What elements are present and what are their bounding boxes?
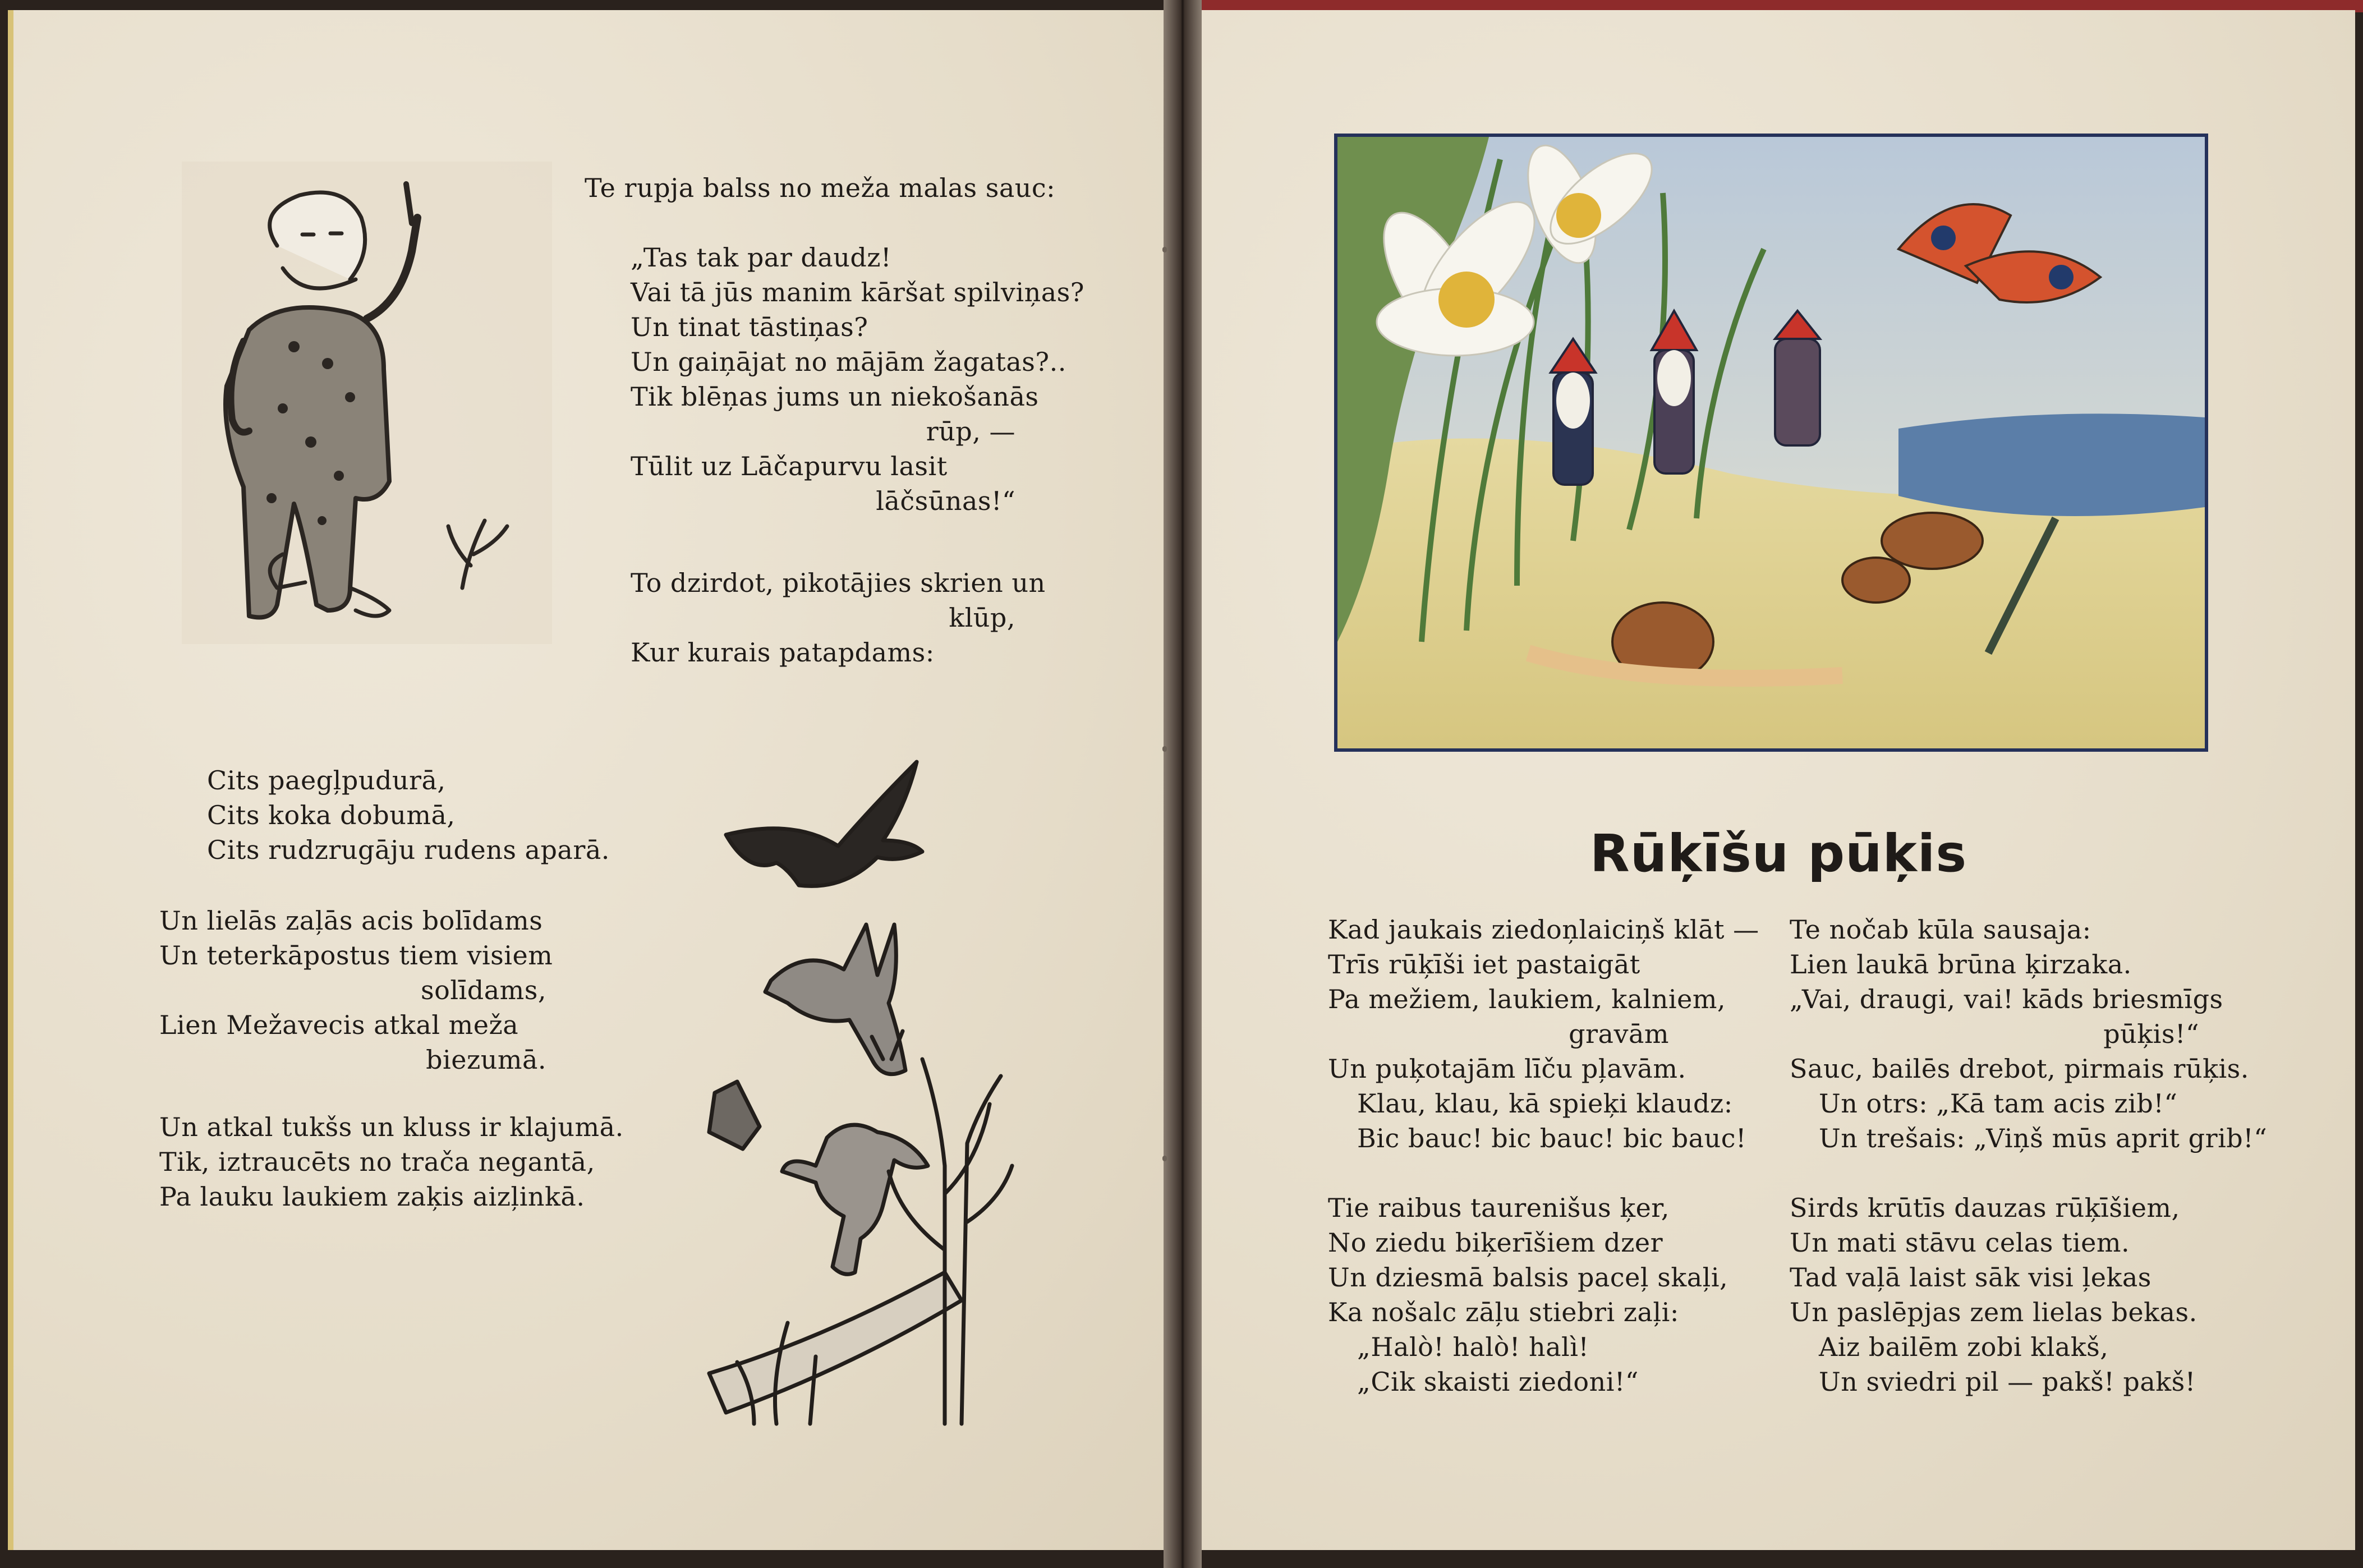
text-line: Tad vaļā laist sāk visi ļekas (1790, 1262, 2151, 1293)
text-line: Trīs rūķīši iet pastaigāt (1328, 949, 1640, 980)
left-stanza-4 (207, 763, 610, 867)
right-col1-stanza-1 (1328, 912, 1759, 1156)
text-line: Pa mežiem, laukiem, kalniem, (1328, 984, 1726, 1014)
text-line: Aiz bailēm zobi klakš, (1819, 1332, 2109, 1362)
text-line: Tik blēņas jums un niekošanās (631, 381, 1039, 412)
book-spine (1164, 0, 1202, 1568)
text-line: pūķis!“ (2103, 1019, 2199, 1049)
text-line: „Halò! halò! halì! (1357, 1332, 1589, 1362)
left-stanza-2 (631, 240, 1084, 518)
text-line: Un otrs: „Kā tam acis zib!“ (1819, 1088, 2178, 1119)
text-line: Un tinat tāstiņas? (631, 312, 868, 342)
text-line: Klau, klau, kā spieķi klaudz: (1357, 1088, 1733, 1119)
text-line: Lien Mežavecis atkal meža (159, 1010, 519, 1040)
text-line: Sirds krūtīs dauzas rūķīšiem, (1790, 1193, 2180, 1223)
text-line: klūp, (949, 603, 1015, 633)
binding-stitch (1162, 247, 1167, 252)
text-line: Lien laukā brūna ķirzaka. (1790, 949, 2132, 980)
left-stanza-1 (585, 171, 1055, 205)
text-line: Tie raibus taurenišus ķer, (1328, 1193, 1670, 1223)
forest-elder-illustration (182, 162, 552, 644)
right-col2-stanza-1 (1790, 912, 2268, 1156)
text-line: Un paslēpjas zem lielas bekas. (1790, 1297, 2198, 1327)
text-line: Tūlit uz Lāčapurvu lasit (631, 451, 948, 481)
text-line: Un sviedri pil — pakš! pakš! (1819, 1367, 2196, 1397)
text-line: Te rupja balss no meža malas sauc: (585, 173, 1056, 203)
text-line: Bic bauc! bic bauc! bic bauc! (1357, 1123, 1746, 1153)
text-line: Pa lauku laukiem zaķis aizļinkā. (159, 1181, 585, 1212)
text-line: Te nočab kūla sausaja: (1790, 914, 2091, 945)
text-line: Un gaiņājat no mājām žagatas?.. (631, 347, 1066, 377)
text-line: No ziedu biķerīšiem dzer (1328, 1227, 1663, 1258)
text-line: To dzirdot, pikotājies skrien un (631, 568, 1046, 598)
text-line: Un trešais: „Viņš mūs aprit grib!“ (1819, 1123, 2268, 1153)
text-line: Cits paegļpudurā, (207, 765, 446, 796)
text-line: rūp, — (926, 416, 1015, 447)
left-page (8, 10, 1169, 1550)
text-line: biezumā. (426, 1045, 546, 1075)
text-line: Vai tā jūs manim kāršat spilviņas? (631, 277, 1084, 307)
text-line: Un puķotajām līču pļavām. (1328, 1054, 1686, 1084)
text-line: lāčsūnas!“ (876, 486, 1015, 516)
text-line: Cits rudzrugāju rudens aparā. (207, 835, 610, 865)
text-line: Un mati stāvu celas tiem. (1790, 1227, 2130, 1258)
text-line: „Cik skaisti ziedoni!“ (1357, 1367, 1639, 1397)
gnomes-color-illustration (1334, 134, 2208, 752)
left-stanza-3 (631, 565, 1046, 670)
text-line: gravām (1569, 1019, 1669, 1049)
text-line: Sauc, bailēs drebot, pirmais rūķis. (1790, 1054, 2249, 1084)
text-line: solīdams, (421, 975, 546, 1005)
text-line: Ka nošalc zāļu stiebri zaļi: (1328, 1297, 1679, 1327)
text-line: Un atkal tukšs un kluss ir klajumā. (159, 1112, 624, 1142)
left-stanza-5 (159, 903, 553, 1077)
right-col2-stanza-2 (1790, 1190, 2222, 1399)
fleeing-creatures-illustration (698, 745, 1057, 1429)
right-col1-stanza-2 (1328, 1190, 1754, 1399)
binding-stitch (1162, 746, 1167, 752)
text-line: Tik, iztraucēts no trača negantā, (159, 1147, 595, 1177)
text-line: „Vai, draugi, vai! kāds briesmīgs (1790, 984, 2223, 1014)
text-line: Kad jaukais ziedoņlaiciņš klāt — (1328, 914, 1759, 945)
text-line: „Tas tak par daudz! (631, 242, 892, 273)
binding-stitch (1162, 1156, 1167, 1161)
left-stanza-6 (159, 1110, 624, 1214)
text-line: Cits koka dobumā, (207, 800, 456, 830)
text-line: Kur kurais patapdams: (631, 637, 935, 668)
text-line: Un dziesmā balsis paceļ skaļi, (1328, 1262, 1728, 1293)
text-line: Un lielās zaļās acis bolīdams (159, 905, 543, 936)
text-line: Un teterkāpostus tiem visiem (159, 940, 553, 971)
poem-title: Rūķīšu pūķis (1589, 824, 1967, 884)
